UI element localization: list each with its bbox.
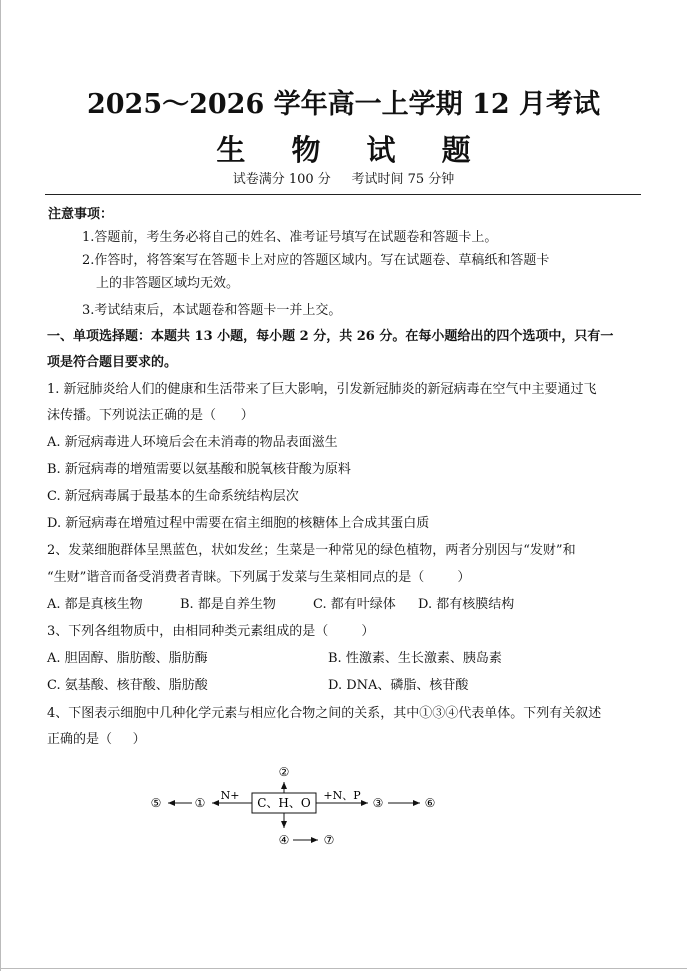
exam-meta: 试卷满分 100 分 考试时间 75 分钟 [232, 172, 455, 187]
notice-item-2-cont: 上的非答题区域均无效。 [96, 276, 240, 291]
q3-stem: 3、下列各组物质中，由相同种类元素组成的是（ ） [47, 624, 375, 639]
label-n-p: +N、P [323, 789, 361, 802]
q1-stem-2: 沫传播。下列说法正确的是（ ） [47, 408, 254, 423]
q1-stem-1: 1. 新冠肺炎给人们的健康和生活带来了巨大影响，引发新冠肺炎的新冠病毒在空气中主要通过飞 [47, 382, 597, 397]
node-5: ⑤ [150, 796, 162, 810]
section-heading-cont: 项是符合题目要求的。 [47, 355, 178, 370]
q2-stem-1: 2、发菜细胞群体呈黑蓝色，状如发丝；生菜是一种常见的绿色植物，两者分别因与“发财”和 [47, 543, 576, 558]
q1-option-c: C. 新冠病毒属于最基本的生命系统结构层次 [47, 489, 299, 504]
section-heading: 一、单项选择题：本题共 13 小题，每小题 2 分，共 26 分。在每小题给出的四个选项中，只有一 [47, 329, 614, 344]
notice-heading: 注意事项： [48, 207, 114, 222]
q4-stem-1: 4、下图表示细胞中几种化学元素与相应化合物之间的关系，其中①③④代表单体。下列有关叙述 [47, 706, 602, 721]
center-elements: C、H、O [257, 796, 311, 810]
notice-item-2: 2.作答时，将答案写在答题卡上对应的答题区域内。写在试题卷、草稿纸和答题卡 [82, 253, 550, 268]
node-3: ③ [372, 796, 384, 810]
exam-title: 2025～2026 学年高一上学期 12 月考试 [86, 89, 601, 120]
notice-item-1: 1.答题前，考生务必将自己的姓名、准考证号填写在试题卷和答题卡上。 [82, 230, 498, 245]
notice-item-3: 3.考试结束后，本试题卷和答题卡一并上交。 [82, 303, 342, 318]
q2-option-a: A. 都是真核生物 [47, 597, 143, 612]
page-edge-bottom [0, 968, 687, 969]
q3-option-d: D. DNA、磷脂、核苷酸 [328, 678, 469, 693]
node-6: ⑥ [424, 796, 436, 810]
node-4: ④ [278, 833, 290, 847]
node-1: ① [194, 796, 206, 810]
q1-option-b: B. 新冠病毒的增殖需要以氨基酸和脱氧核苷酸为原料 [47, 462, 351, 477]
node-2: ② [278, 765, 290, 779]
subject-title: 生 物 试 题 [216, 133, 489, 167]
q3-option-b: B. 性激素、生长激素、胰岛素 [328, 651, 502, 666]
q1-option-d: D. 新冠病毒在增殖过程中需要在宿主细胞的核糖体上合成其蛋白质 [47, 516, 430, 531]
element-compound-diagram [140, 760, 450, 855]
label-n-plus: N+ [220, 789, 240, 802]
q2-stem-2: “生财”谐音而备受消费者青睐。下列属于发菜与生菜相同点的是（ ） [47, 570, 471, 585]
q4-stem-2: 正确的是（ ） [47, 732, 146, 747]
q3-option-c: C. 氨基酸、核苷酸、脂肪酸 [47, 678, 208, 693]
q2-option-d: D. 都有核膜结构 [418, 597, 515, 612]
node-7: ⑦ [323, 833, 335, 847]
header-rule [45, 194, 641, 195]
q2-option-b: B. 都是自养生物 [180, 597, 276, 612]
q1-option-a: A. 新冠病毒进人环境后会在未消毒的物品表面滋生 [47, 435, 338, 450]
q2-option-c: C. 都有叶绿体 [313, 597, 396, 612]
q3-option-a: A. 胆固醇、脂肪酸、脂肪酶 [47, 651, 208, 666]
